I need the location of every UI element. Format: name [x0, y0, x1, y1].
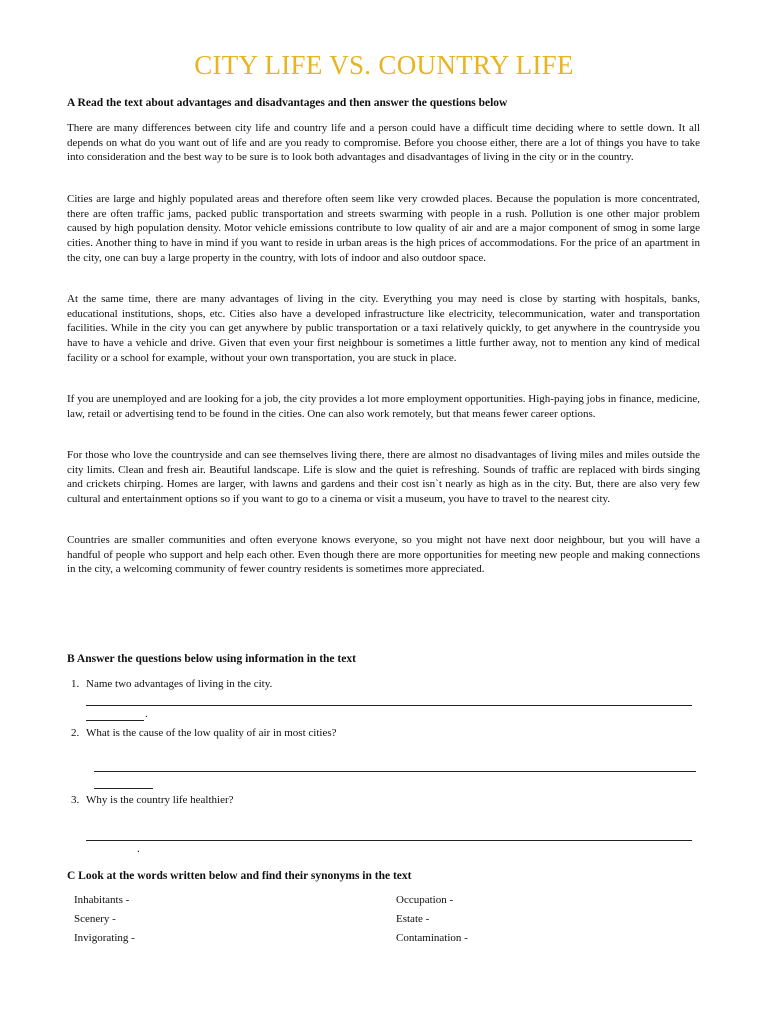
answer-line[interactable]: [94, 771, 696, 772]
question-text: Why is the country life healthier?: [86, 794, 234, 806]
answer-line[interactable]: [86, 840, 692, 841]
paragraph-2: Cities are large and highly populated areas and therefore often seem like very crowded places. Because the population is more concentrated, there are often traffic jams, packed public transportation and streets swarming with people in a rush. Pollution is one other major problem caused by high population density. Motor vehicle emissions contribute to low quality of air and are a major component of smog in some large cities. Another thing to have in mind if you want to reside in urban areas is the high prices of accommodations. For the price of an apartment in the city, one can buy a large property in the country, with lots of indoor and also outdoor space.: [67, 193, 700, 264]
synonym-word: Occupation -: [396, 894, 454, 906]
answer-line[interactable]: [86, 705, 692, 706]
answer-end-mark: .: [137, 843, 140, 855]
section-b-heading: B Answer the questions below using information in the text: [67, 653, 356, 665]
question-number: 2.: [71, 727, 80, 739]
synonym-word: Invigorating -: [74, 932, 135, 944]
question-text: Name two advantages of living in the city.: [86, 678, 273, 690]
paragraph-6: Countries are smaller communities and often everyone knows everyone, so you might not have next door neighbour, but you will have a handful of people who support and help each other. Even though there are more opportunities for meeting new people and making connections in the city, a welcoming community of fewer country residents is sometimes more appreciated.: [67, 534, 700, 576]
question-number: 3.: [71, 794, 80, 806]
answer-line[interactable]: [94, 788, 153, 789]
section-c-heading: C Look at the words written below and find their synonyms in the text: [67, 870, 412, 882]
synonym-word: Inhabitants -: [74, 894, 130, 906]
question-text: What is the cause of the low quality of air in most cities?: [86, 727, 337, 739]
paragraph-1: There are many differences between city life and country life and a person could have a difficult time deciding where to settle down. It all depends on what do you want out of life and are you ready to compromise. Before you choose either, there are a lot of things you have to take into consideration and the best way to be sure is to look both advantages and disadvantages of living in the city or in the country.: [67, 122, 700, 164]
synonym-word: Scenery -: [74, 913, 116, 925]
section-a-heading: A Read the text about advantages and disadvantages and then answer the questions below: [67, 97, 508, 109]
synonym-word: Estate -: [396, 913, 430, 925]
paragraph-4: If you are unemployed and are looking for a job, the city provides a lot more employment opportunities. High-paying jobs in finance, medicine, law, retail or advertising tend to be found in the cities. One can also work remotely, but that means fewer career options.: [67, 393, 700, 420]
answer-line[interactable]: [86, 720, 144, 721]
paragraph-3: At the same time, there are many advantages of living in the city. Everything you may need is close by starting with hospitals, banks, educational institutions, shops, etc. Cities also have a developed infrastructure like electricity, telecommunication, water and transportation facilities. While in the city you can get anywhere by public transportation or a taxi relatively quickly, to get anywhere in the countryside you have to have a vehicle and drive. Given that even your first neighbour is sometimes a little further away, not to mention any kind of medical facility or a school for example, without your own transportation, you are stuck in place.: [67, 293, 700, 364]
synonym-word: Contamination -: [396, 932, 468, 944]
answer-end-mark: .: [145, 708, 148, 720]
question-number: 1.: [71, 678, 80, 690]
page-title: CITY LIFE VS. COUNTRY LIFE: [194, 50, 574, 80]
paragraph-5: For those who love the countryside and can see themselves living there, there are almost no disadvantages of living miles and miles outside the city limits. Clean and fresh air. Beautiful landscape. Life is slow and the quiet is refreshing. Sounds of traffic are replaced with birds singing and crickets chirping. Homes are larger, with lawns and gardens and their cost isn`t nearly as high as in the city. But, there are also very few cultural and entertainment options so if you want to go to a cinema or visit a museum, you have to travel to the nearest city.: [67, 449, 700, 506]
